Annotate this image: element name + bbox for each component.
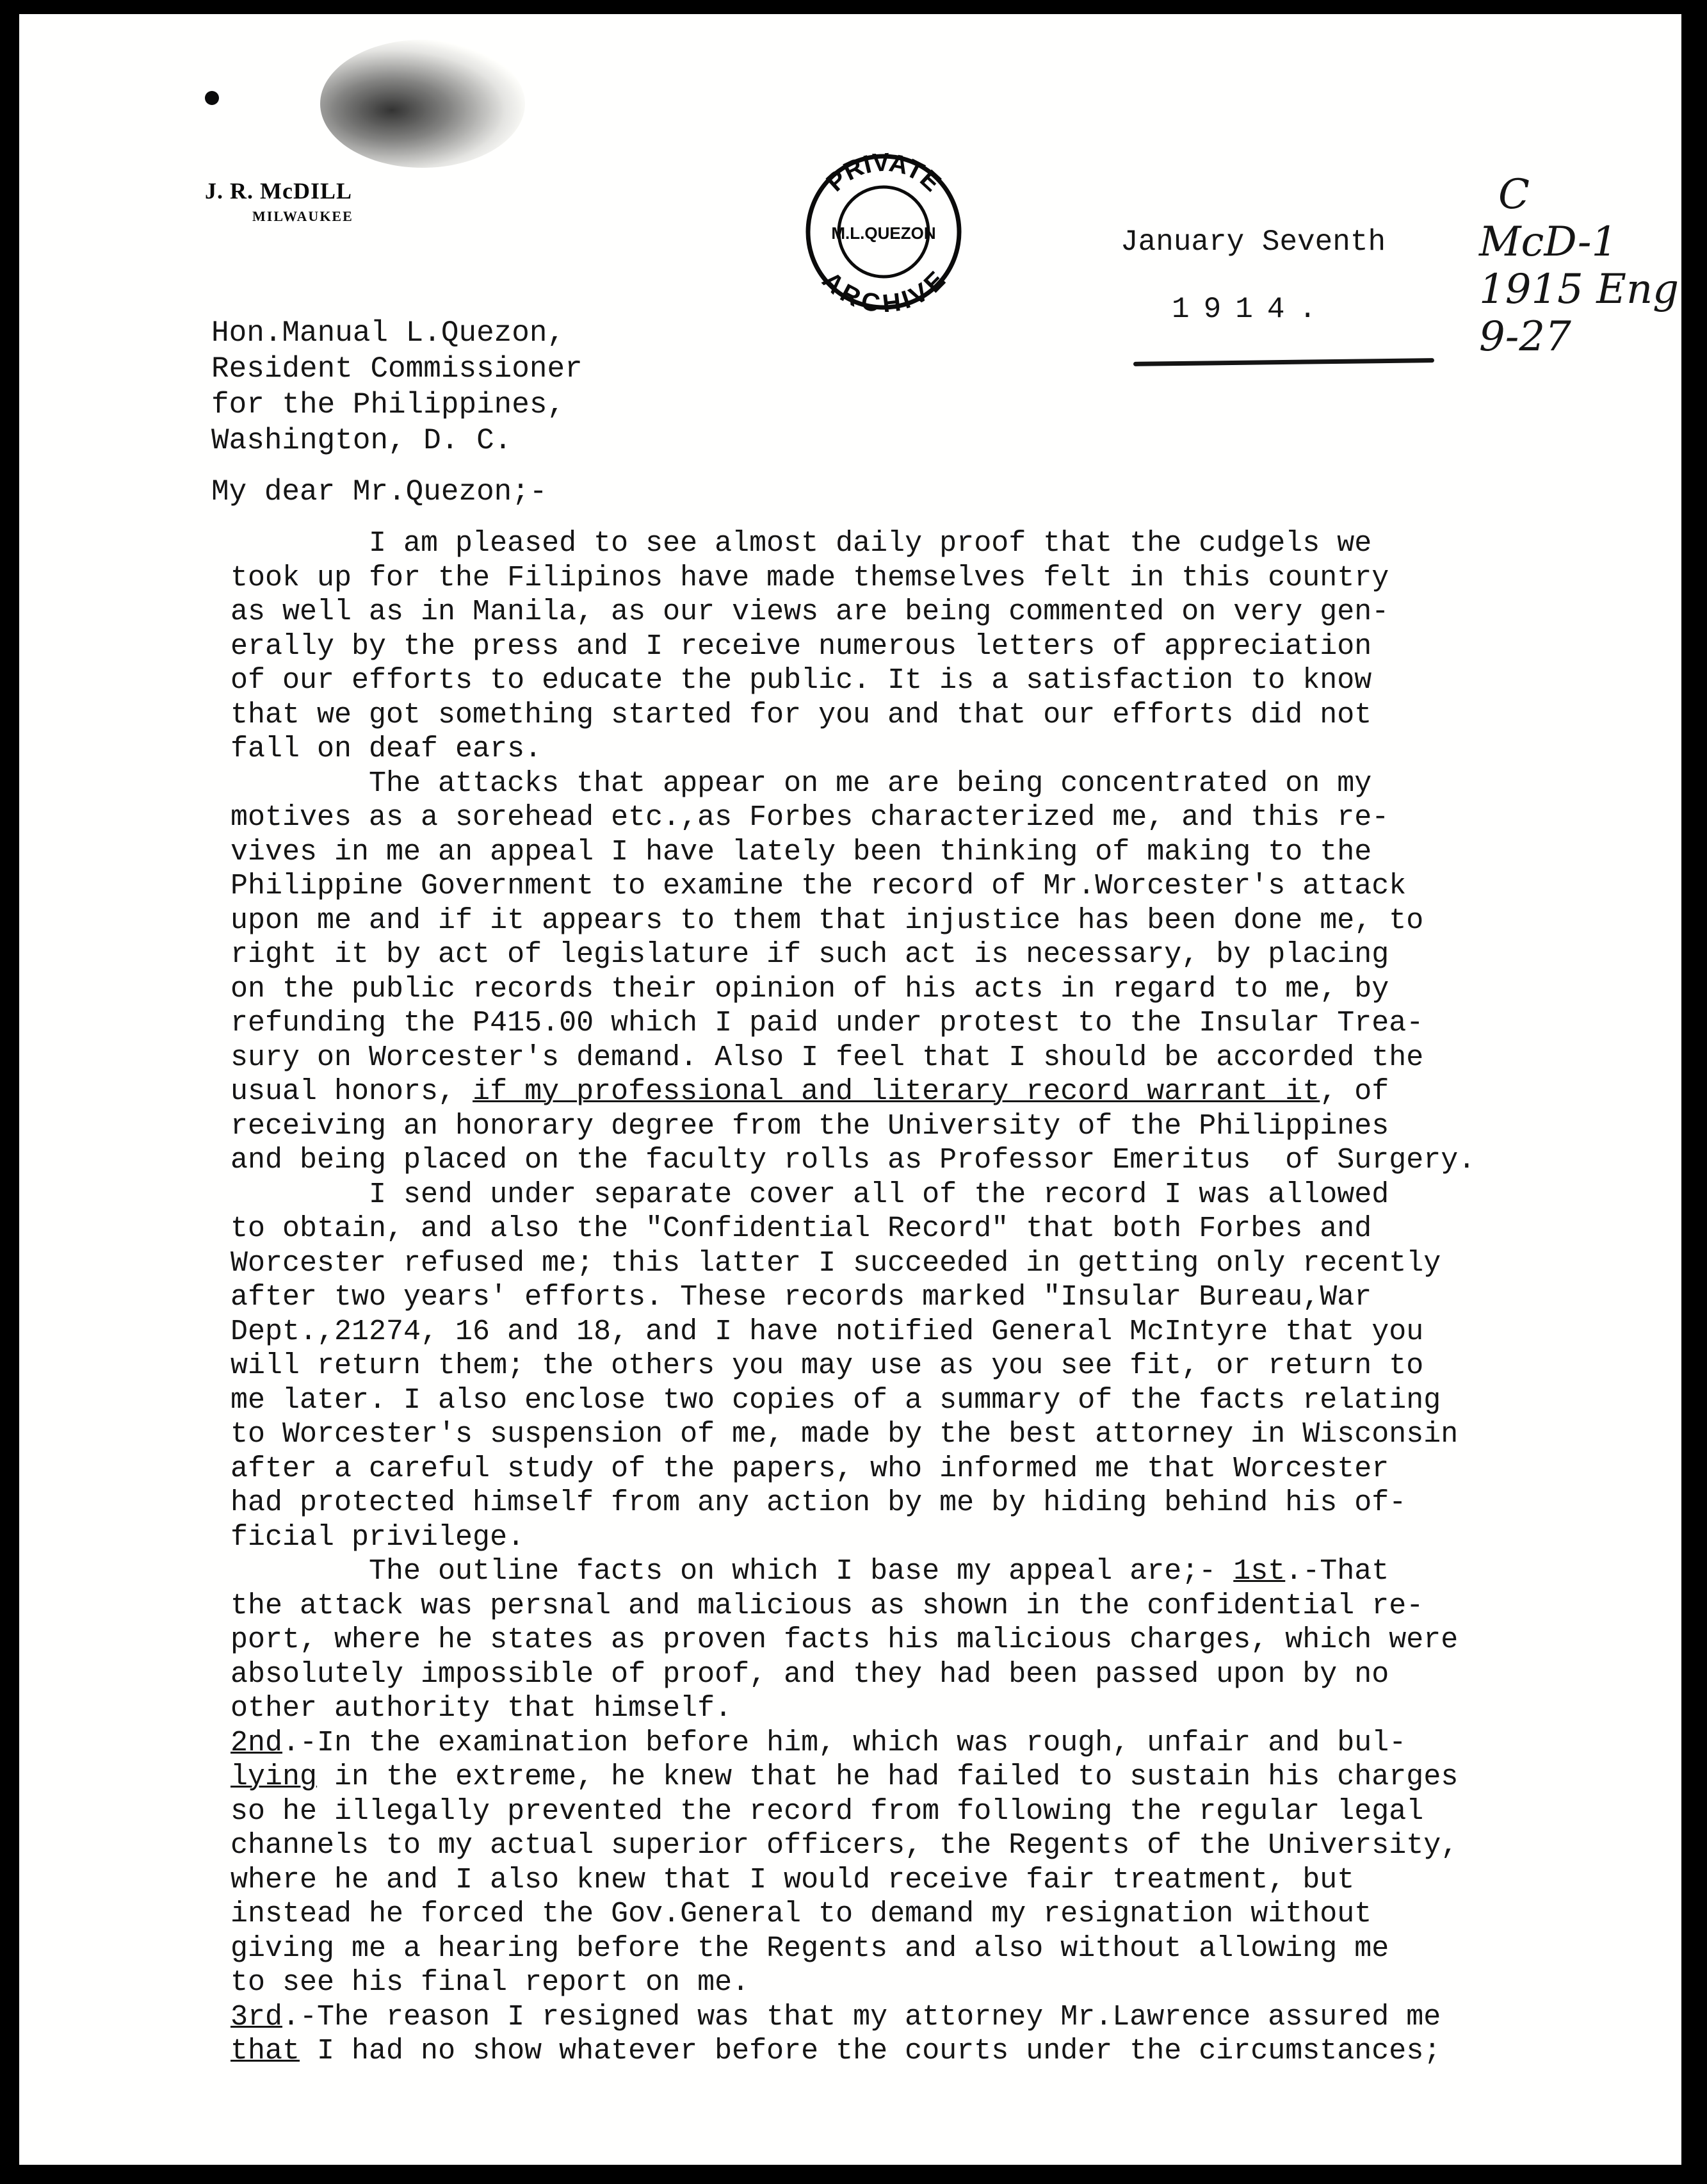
- date-underline: [1133, 358, 1434, 366]
- ink-smudge: [320, 40, 525, 168]
- body-text: .-The reason I resigned was that my attorney Mr.Lawrence assured me: [282, 2000, 1441, 2033]
- body-line: where he and I also knew that I would receive fair treatment, but: [231, 1863, 1355, 1896]
- body-line: I send under separate cover all of the record I was allowed: [231, 1178, 1389, 1211]
- body-text: usual honors,: [231, 1075, 473, 1108]
- body-line: as well as in Manila, as our views are being commented on very gen-: [231, 596, 1389, 628]
- body-line: [231, 2000, 1671, 2035]
- address-line: for the Philippines,: [211, 388, 565, 421]
- underlined-text: lying: [231, 1761, 318, 1793]
- body-text: in the extreme, he knew that he had failed to sustain his charges: [317, 1761, 1459, 1793]
- address-line: Hon.Manual L.Quezon,: [211, 316, 565, 350]
- body-line: vives in me an appeal I have lately been thinking of making to the: [231, 835, 1372, 868]
- body-line: that we got something started for you and that our efforts did not: [231, 698, 1372, 731]
- letter-page: [19, 14, 1681, 2165]
- body-line: Philippine Government to examine the record of Mr.Worcester's attack: [231, 870, 1407, 902]
- letterhead-city: MILWAUKEE: [252, 208, 353, 224]
- body-line: and being placed on the faculty rolls as Professor Emeritus of Surgery.: [231, 1144, 1476, 1177]
- handwritten-annotation: [1479, 171, 1679, 361]
- letterhead: [205, 177, 353, 225]
- stamp-middle-text: M.L.QUEZON: [831, 224, 936, 243]
- ink-dot: [205, 91, 219, 105]
- body-line: [231, 1075, 1671, 1109]
- body-line: will return them; the others you may use as you see fit, or return to: [231, 1349, 1424, 1382]
- underlined-text: that: [231, 2035, 300, 2067]
- body-line: [231, 1726, 1671, 1761]
- annotation-line: C: [1498, 171, 1530, 218]
- body-line: to Worcester's suspension of me, made by the best attorney in Wisconsin: [231, 1418, 1459, 1451]
- body-line: ficial privilege.: [231, 1520, 525, 1554]
- annotation-line: McD-1: [1479, 218, 1618, 266]
- letter-year: 1914.: [1172, 293, 1331, 326]
- archive-stamp: [804, 152, 964, 312]
- recipient-address: [211, 315, 583, 459]
- body-line: so he illegally prevented the record from following the regular legal: [231, 1795, 1424, 1828]
- body-line: port, where he states as proven facts his malicious charges, which were: [231, 1624, 1459, 1656]
- body-text: .-That: [1285, 1555, 1389, 1588]
- letter-date: January Seventh: [1120, 225, 1386, 259]
- body-line: instead he forced the Gov.General to demand my resignation without: [231, 1898, 1372, 1930]
- letter-body: [231, 526, 1671, 2069]
- body-line: right it by act of legislature if such act is necessary, by placing: [231, 938, 1389, 971]
- body-text: , of: [1320, 1075, 1389, 1108]
- body-line: Dept.,21274, 16 and 18, and I have notified General McIntyre that you: [231, 1315, 1424, 1348]
- body-line: upon me and if it appears to them that injustice has been done me, to: [231, 904, 1424, 937]
- body-line: [231, 1760, 1671, 1795]
- body-line: refunding the P415.00 which I paid under protest to the Insular Trea-: [231, 1007, 1424, 1039]
- annotation-line: 1915 Eng: [1479, 266, 1679, 313]
- stamp-bottom-text: ARCHIVE: [816, 266, 951, 312]
- body-line: The attacks that appear on me are being concentrated on my: [231, 767, 1372, 800]
- body-line: sury on Worcester's demand. Also I feel that I should be accorded the: [231, 1041, 1424, 1074]
- stamp-top-text: PRIVATE: [821, 152, 946, 197]
- body-text: .-In the examination before him, which was rough, unfair and bul-: [282, 1726, 1407, 1759]
- address-line: Washington, D. C.: [211, 424, 512, 457]
- body-line: erally by the press and I receive numerous letters of appreciation: [231, 630, 1372, 663]
- body-line: on the public records their opinion of his acts in regard to me, by: [231, 972, 1389, 1006]
- body-line: [231, 2034, 1671, 2069]
- underlined-text: 1st: [1233, 1555, 1286, 1588]
- body-line: I am pleased to see almost daily proof that the cudgels we: [231, 527, 1372, 560]
- body-line: channels to my actual superior officers, the Regents of the University,: [231, 1829, 1459, 1862]
- body-line: motives as a sorehead etc.,as Forbes characterized me, and this re-: [231, 801, 1389, 834]
- body-line: of our efforts to educate the public. It is a satisfaction to know: [231, 664, 1372, 697]
- underlined-text: if my professional and literary record warrant it: [473, 1075, 1320, 1108]
- body-line: other authority that himself.: [231, 1692, 732, 1725]
- annotation-line: 9-27: [1479, 313, 1571, 361]
- underlined-text: 2nd: [231, 1726, 283, 1759]
- address-line: Resident Commissioner: [211, 352, 583, 386]
- body-line: after two years' efforts. These records marked "Insular Bureau,War: [231, 1281, 1372, 1314]
- body-line: [231, 1554, 1671, 1589]
- underlined-text: 3rd: [231, 2000, 283, 2033]
- svg-text:PRIVATE: [821, 152, 946, 197]
- body-line: the attack was persnal and malicious as shown in the confidential re-: [231, 1589, 1424, 1622]
- body-line: took up for the Filipinos have made themselves felt in this country: [231, 561, 1389, 594]
- letterhead-name: J. R. McDILL: [205, 178, 352, 204]
- body-line: giving me a hearing before the Regents and also without allowing me: [231, 1932, 1389, 1965]
- body-line: after a careful study of the papers, who informed me that Worcester: [231, 1452, 1389, 1485]
- body-line: receiving an honorary degree from the University of the Philippines: [231, 1109, 1389, 1143]
- body-text: The outline facts on which I base my appeal are;-: [231, 1555, 1234, 1588]
- body-line: me later. I also enclose two copies of a summary of the facts relating: [231, 1383, 1441, 1417]
- salutation: My dear Mr.Quezon;-: [211, 475, 547, 509]
- body-text: I had no show whatever before the courts under the circumstances;: [300, 2035, 1441, 2067]
- body-line: fall on deaf ears.: [231, 733, 542, 765]
- body-line: to see his final report on me.: [231, 1966, 750, 1999]
- svg-text:ARCHIVE: [816, 266, 950, 312]
- body-line: to obtain, and also the "Confidential Record" that both Forbes and: [231, 1212, 1372, 1245]
- body-line: had protected himself from any action by me by hiding behind his of-: [231, 1487, 1407, 1519]
- body-line: Worcester refused me; this latter I succeeded in getting only recently: [231, 1246, 1441, 1280]
- body-line: absolutely impossible of proof, and they had been passed upon by no: [231, 1658, 1389, 1691]
